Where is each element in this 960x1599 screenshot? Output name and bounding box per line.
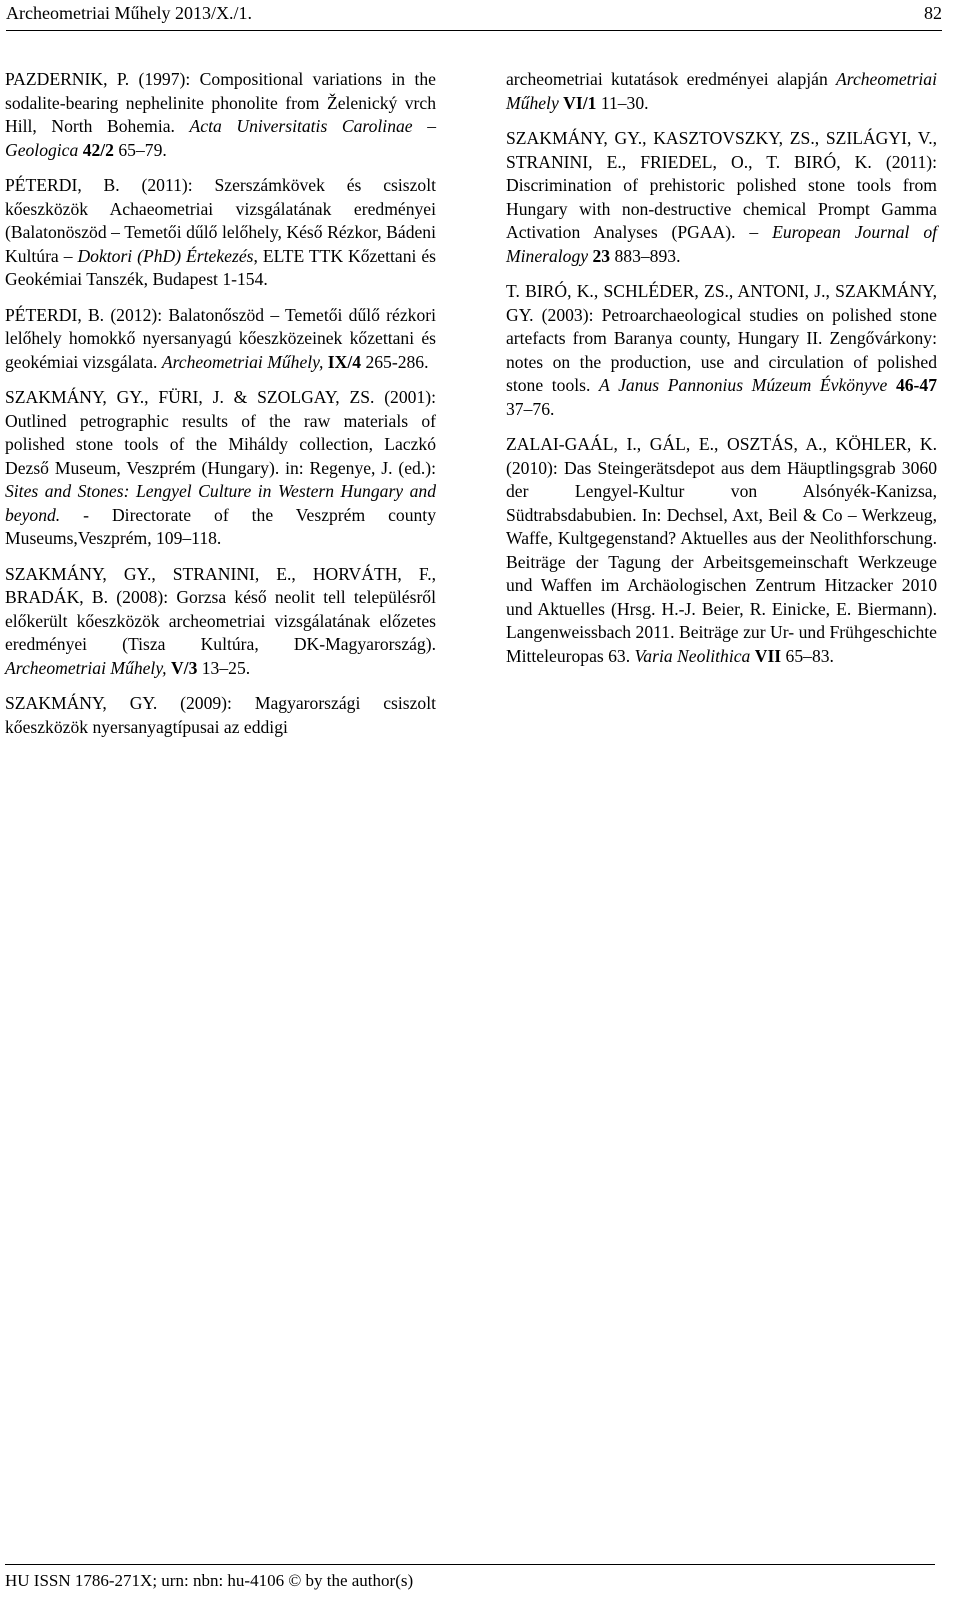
reference-entry — [5, 304, 436, 375]
reference-text — [887, 375, 896, 395]
reference-bold-text: VI/1 — [563, 92, 597, 113]
reference-entry — [506, 433, 937, 668]
reference-italic-text: Archeometriai Műhely, — [5, 657, 167, 678]
reference-italic-text: Sites and Stones: Lengyel Culture in Western Hungary and beyond. — [5, 481, 436, 525]
reference-italic-text: Archeometriai Műhely, — [161, 351, 324, 372]
reference-entry — [506, 280, 937, 421]
right-column — [506, 68, 937, 680]
reference-text: SZAKMÁNY, GY., KASZTOVSZKY, ZS., SZILÁGYI, V., STRANINI, E., FRIEDEL, O., T. BIRÓ, K. (2011): Discrimination of prehistoric polished stone tools from Hungary with non-destructive chemical Prompt Gamma Activation Analyses (PGAA). – — [506, 128, 937, 242]
reference-text: 883–893. — [610, 245, 681, 266]
reference-text: T. BIRÓ, K., SCHLÉDER, ZS., ANTONI, J., SZAKMÁNY, GY. (2003): Petroarchaeological studies on polished stone artefacts from Baranya county, Hungary II. Zengővárkony: notes on the production, use and circulation of polished stone tools. — [506, 281, 937, 395]
reference-italic-text: A Janus Pannonius Múzeum Évkönyve — [599, 375, 888, 395]
reference-text: ZALAI-GAÁL, I., GÁL, E., OSZTÁS, A., KÖHLER, K. (2010): Das Steingerätsdepot aus dem Häuptlingsgrab 3060 der Lengyel-Kultur von Alsónyék-Kanizsa, Südtrabsdabubien. In: Dechsel, Axt, Beil & Co – Werkzeug, Waffe, Kultgegenstand? Aktuelles aus der Neolithforschung. Beiträge der Tagung der Arbeitsgemeinschaft Werkzeuge und Waffen im Archäologischen Zentrum Hitzacker 2010 und Aktuelles (Hrsg. H.-J. Beier, R. Einicke, E. Biermann). Langenweissbach 2011. Beiträge zur Ur- und Frühgeschichte Mitteleuropas 63. — [506, 434, 937, 666]
reference-italic-text: Varia Neolithica — [634, 645, 751, 666]
reference-text: archeometriai kutatások eredményei alapján — [506, 69, 837, 89]
reference-text: 37–76. — [506, 398, 555, 419]
reference-text: SZAKMÁNY, GY., FÜRI, J. & SZOLGAY, ZS. (2001): Outlined petrographic results of the raw materials of polished stone tools of the Miháldy collection, Laczkó Dezső Museum, Veszprém (Hungary). in: Regenye, J. (ed.): — [5, 387, 436, 478]
reference-text: PÉTERDI, B. (2012): Balatonőszöd – Temetői dűlő rézkori lelőhely homokkő nyersanyagú kőeszközeinek kőzettani és geokémiai vizsgálata. — [5, 304, 436, 372]
left-column — [5, 68, 436, 751]
reference-text: 65–79. — [113, 139, 167, 160]
reference-entry — [506, 127, 937, 268]
reference-text: PAZDERNIK, P. (1997): Compositional variations in the sodalite-bearing nephelinite phonolite from Želenický vrch Hill, North Bohemia. — [5, 69, 436, 136]
reference-entry — [5, 563, 436, 681]
reference-entry — [5, 386, 436, 551]
reference-text: - Directorate of the Veszprém county Museums,Veszprém, 109–118. — [5, 504, 436, 548]
reference-entry — [506, 68, 937, 115]
reference-bold-text: 23 — [592, 245, 611, 266]
reference-text: 265-286. — [361, 351, 429, 372]
reference-bold-text: V/3 — [170, 657, 198, 678]
reference-text: , ELTE TTK Kőzettani és Geokémiai Tanszék, Budapest 1-154. — [5, 245, 436, 289]
reference-bold-text: 42/2 — [82, 139, 114, 160]
reference-text: SZAKMÁNY, GY., STRANINI, E., HORVÁTH, F., BRADÁK, B. (2008): Gorzsa késő neolit tell településről előkerült kőeszközök archeometriai vizsgálatának előzetes eredményei (Tisza Kultúra, DK-Magyarország). — [5, 563, 436, 654]
footer-issn: HU ISSN 1786-271X; urn: nbn: hu-4106 © by the author(s) — [5, 1564, 935, 1599]
reference-italic-text: Acta Universitatis Carolinae – Geologica — [5, 116, 436, 160]
reference-entry — [5, 174, 436, 292]
journal-title: Archeometriai Műhely 2013/X./1. — [6, 3, 252, 23]
reference-italic-text: European Journal of Mineralogy — [506, 222, 938, 266]
reference-bold-text: IX/4 — [327, 351, 362, 372]
reference-italic-text: Doktori (PhD) Értekezés — [77, 245, 254, 266]
reference-entry — [5, 692, 436, 739]
running-header — [6, 0, 942, 31]
reference-text: PÉTERDI, B. (2011): Szerszámkövek és csiszolt kőeszközök Achaeometriai vizsgálatának eredményei (Balatonöszöd – Temetői dűlő lelőhely, Késő Rézkor, Bádeni Kultúra – — [5, 175, 436, 266]
reference-bold-text: VII — [754, 645, 782, 666]
reference-bold-text: 46-47 — [895, 375, 937, 395]
reference-text: 65–83. — [781, 645, 834, 666]
reference-text: 13–25. — [197, 657, 251, 678]
reference-text: SZAKMÁNY, GY. (2009): Magyarországi csiszolt kőeszközök nyersanyagtípusai az eddigi — [5, 693, 436, 737]
reference-text: 11–30. — [596, 92, 649, 113]
reference-italic-text: Archeometriai Műhely — [506, 69, 937, 113]
page-number: 82 — [924, 3, 942, 23]
reference-entry — [5, 68, 436, 162]
